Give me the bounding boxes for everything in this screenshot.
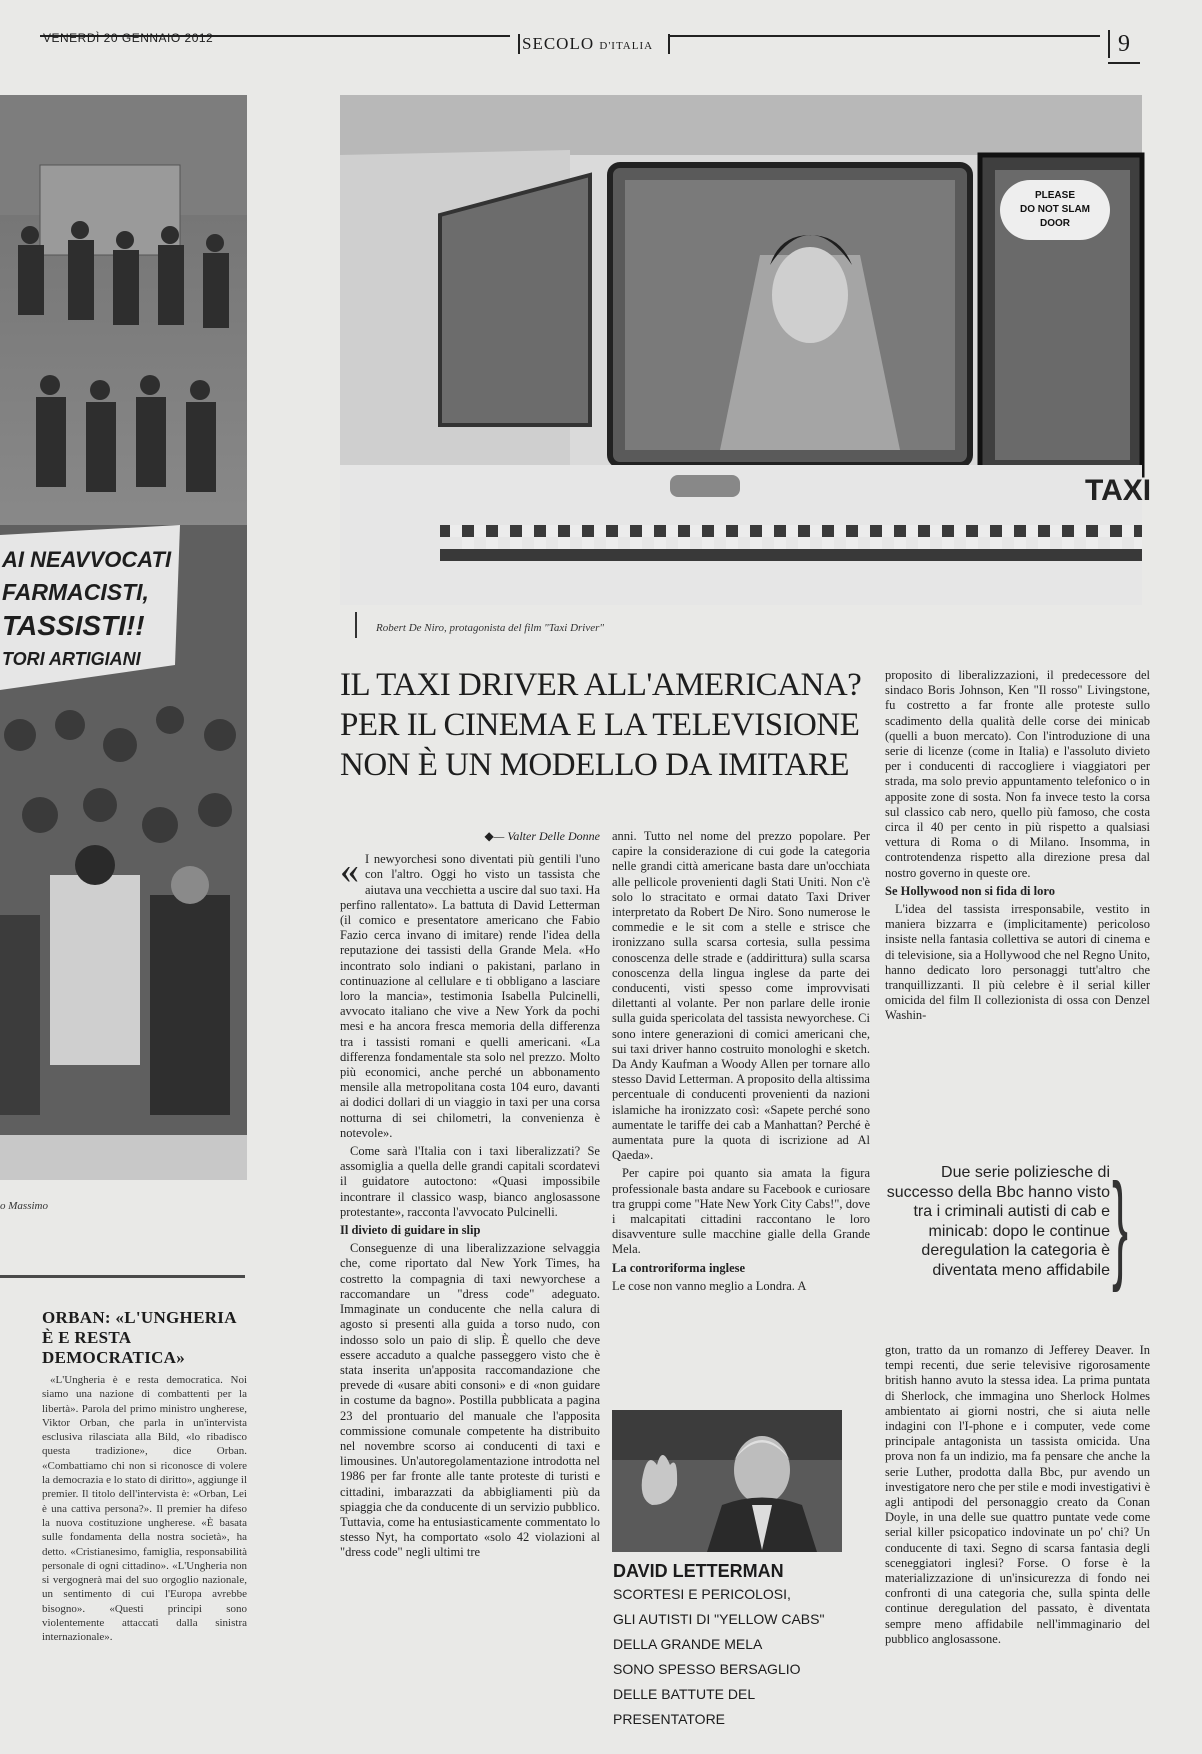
article-col1-p1: I newyorchesi sono diventati più gentili l'uno con l'altro. Oggi ho visto un tassista che aiutava una vecchietta a uscire dal suo taxi. Ha perfino rallentato». La battuta di David Letterman (il comico e presentatore americano che Fabio Fazio cerca invano di imitare) rende l'idea della reputazione dei tassisti della Grande Mela. «Ho incontrato solo indiani o pakistani, parlano in continuazione al cellulare e ti obbligano a lasciare loro la mancia», testimonia Isabella Pulcinelli, avvocato italiano che vive a New York da pochi mesi e ha ancora fresca memoria della differenza tra i tassisti romani e quelli americani. «La differenza fondamentale sta solo nel prezzo. Molto più economici, anche perché un abbonamento mensile alla metropolitana costa 104 euro, davanti ai dodici dollari di un viaggio in taxi per una corsa notturna di sei chilometri, la convenienza è notevole». — [340, 852, 600, 1140]
letterman-line-1: SCORTESI E PERICOLOSI, — [613, 1586, 791, 1602]
taxi-driver-photo-svg — [340, 95, 1152, 605]
subhead-hollywood: Se Hollywood non si fida di loro — [885, 883, 1055, 898]
subhead-inglese: La controriforma inglese — [612, 1260, 746, 1275]
article-col2-p1: anni. Tutto nel nome del prezzo popolare. Per capire la considerazione di cui gode la categoria nelle grandi città americane basta dare un'occhiata alle pellicole provenienti dagli Stati Uniti. Non c'è solo lo stracitato e ormai datato Taxi Driver interpretato da Robert De Niro. Sono numerose le commedie e le sit com a stelle e strisce che ironizzano sulla scarsa cortesia, sulla pessima conoscenza delle strade e (addirittura) sulla scarsa conoscenza della lingua inglese da parte dei conducenti, visti spesso come improvvisati dilettanti al volante. Per non parlare delle ironie sulla guida spericolata del tassista newyorchese. Ci sono intere generazioni di comici americani che, sui taxi driver hanno costruito monologhi e sketch. Da Andy Kaufman a Woody Allen per tornare allo stesso David Letterman. A proposito della altissima percentuale di conducenti provenienti da nazioni islamiche ha ironizzato così: «Sapete perché sono aumentate le tariffe dei cab a Manhattan? Perché è aumentata pure la quota di iscrizione ad Al Qaeda». — [612, 829, 870, 1163]
article-col3-p1: proposito di liberalizzazioni, il predecessore del sindaco Boris Johnson, Ken "Il rosso" Livingstone, fu costretto a far fronte alle proteste sullo scadimento della qualità delle corse dei minicab (quelli a buon mercato). Con l'introduzione di una serie di licenze (come in Italia) e l'assoluto divieto per i conducenti di raccogliere i viaggiatori per strada, ma solo previo appuntamento telefonico o in apposite zone di sosta. Non fa invece testo la corsa sul classico cab nero, quello più famoso, che costa circa il 40 per cento in più rispetto a qualsiasi vettura di Roma o di Milano. Insomma, in controtendenza rispetto alla direzione presa dal nostro governo in queste ore. — [885, 668, 1150, 880]
letterman-caption — [613, 1560, 841, 1732]
article-col3c-p1: gton, tratto da un romanzo di Jefferey Deaver. In tempi recenti, due serie televisive rigorosamente british hanno avuto la stessa idea. La prima puntata di Sherlock, che immagina uno Sherlock Holmes ambientato ai giorni nostri, che si aiuta nelle indagini con l'I-phone e i computer, vede come principale antagonista un tassista omicida. Una prova non fa un indizio, ma fa pensare che anche la serie Luther, prodotta dalla Bbc, pur avendo un investigatore nero che per stile e modi investigativi è agli antipodi del personaggio creato da Conan Doyle, in una delle sue quattro puntate vede come serial killer psicopatico indovinate un po' chi? Un conducente di taxi. Segno di scarsa fantasia degli sceneggiatori inglesi? Forse. O forse è la materializzazione di un'insicurezza di fondo nei confronti di una categoria che, sulla spinta delle continue deregulation del passato, è diventata sempre meno affidabile nell'immaginario del pubblico anglosassone. — [885, 1343, 1150, 1646]
quote-mark-icon: « — [340, 850, 359, 893]
letterman-line-5: DELLE BATTUTE DEL PRESENTATORE — [613, 1686, 755, 1727]
article-byline: ◆— Valter Delle Donne — [484, 829, 600, 843]
protest-photo-credit: o Massimo — [0, 1200, 48, 1212]
header-rule-right — [670, 35, 1100, 37]
article-column-3 — [885, 668, 1150, 1027]
page-number: 9 — [1108, 30, 1130, 58]
sidebar-top-rule — [0, 1275, 245, 1278]
main-photo-caption: Robert De Niro, protagonista del film "Taxi Driver" — [376, 622, 605, 634]
masthead-bar-left — [518, 34, 520, 54]
subhead-slip: Il divieto di guidare in slip — [340, 1223, 481, 1238]
article-headline: IL TAXI DRIVER ALL'AMERICANA? PER IL CINEMA E LA TELEVISIONE NON È UN MODELLO DA IMITARE — [340, 667, 862, 783]
article-col3b-p1: L'idea del tassista irresponsabile, vestito in maniera bizzarra e (implicitamente) pericoloso insiste nella fantasia collettiva se autori di cinema e di televisione, sia a Hollywood che nel Regno Unito, hanno dedicato loro personaggi tutt'altro che tranquillizzanti. Il più celebre è il serial killer omicida del film Il collezionista di ossa con Denzel Washin- — [885, 902, 1150, 1023]
sign-line-3: DOOR — [1040, 218, 1070, 229]
sidebar-text-column — [42, 1373, 247, 1645]
article-column-2 — [612, 829, 870, 1297]
letterman-line-3: DELLA GRANDE MELA — [613, 1636, 763, 1652]
letterman-line-2: GLI AUTISTI DI "YELLOW CABS" — [613, 1611, 825, 1627]
sidebar-title: ORBAN: «L'UNGHERIA È E RESTA DEMOCRATICA» — [42, 1308, 236, 1367]
taxi-driver-photo — [340, 95, 1152, 605]
masthead-main: SECOLO — [522, 34, 595, 53]
caption-rule — [355, 612, 357, 638]
article-col1-p2: Come sarà l'Italia con i taxi liberalizzati? Se assomiglia a quella delle grandi capitali scordatevi il guidatore autoctono: «Quasi impossibile incontrare il classico wasp, bianco anglosassone protestante», racconta l'avvocato Pulcinelli. — [340, 1144, 600, 1219]
letterman-photo — [612, 1410, 842, 1552]
protest-photo-svg — [0, 95, 247, 1180]
letterman-photo-svg — [612, 1410, 842, 1552]
article-column-3-continued — [885, 1343, 1150, 1650]
sign-line-1: PLEASE — [1034, 190, 1076, 201]
banner-line-4: TORI ARTIGIANI — [2, 649, 141, 669]
byline-text: Valter Delle Donne — [507, 829, 600, 843]
sidebar-text: «L'Ungheria è e resta democratica. Noi siamo una nazione di combattenti per la libertà». Parola del primo ministro ungherese, Viktor Orban, che parla in un'intervista esclusiva rilasciata alla Bild, «lo ribadisco questa tradizione», dice Orban. «Combattiamo chi non si riconosce di volere la democrazia e lo stato di diritto», aggiunge il premier. Il titolo dell'intervista è: «Orban, Lei è una cattiva persona?». Il premier ha difeso la nuova costituzione ungherese. «È basata sulle fondamenta della nostra società», ha detto. «Cristianesimo, famiglia, responsabilità personale di ogni cittadino». «L'Ungheria non si vergognerà mai del suo orgoglio nazionale, un sentimento di cui l'Europa avrebbe bisogno». «Questi principi sono violentemente attaccati dalla sinistra internazionale». — [42, 1374, 247, 1644]
taxi-text: TAXI — [1085, 474, 1152, 507]
protest-photo — [0, 95, 247, 1180]
masthead — [522, 34, 653, 54]
pull-quote: Due serie poliziesche di successo della Bbc hanno visto tra i criminali autisti di cab e minicab: dopo le continue deregulation la categoria è diventata meno affidabile — [886, 1164, 1110, 1279]
article-col2b: Le cose non vanno meglio a Londra. A — [612, 1278, 807, 1293]
page-number-underline — [1108, 62, 1140, 64]
header-date: VENERDÌ 20 GENNAIO 2012 — [43, 31, 214, 45]
sign-line-2: DO NOT SLAM — [1020, 204, 1090, 215]
article-lead — [340, 852, 600, 1141]
banner-line-3: TASSISTI!! — [2, 610, 145, 641]
brace-icon: } — [1112, 1159, 1129, 1293]
article-column-1 — [340, 829, 600, 1564]
banner-line-1: AI NEAVVOCATI — [2, 547, 172, 572]
masthead-small: D'ITALIA — [599, 40, 654, 52]
article-col2-p2: Per capire poi quanto sia amata la figura professionale basta andare su Facebook e curiosare tra gruppi come "Hate New York City Cabs!", dove i malcapitati cittadini raccontano le loro disavventure sulle macchine gialle della Grande Mela. — [612, 1166, 870, 1257]
letterman-line-4: SONO SPESSO BERSAGLIO — [613, 1661, 801, 1677]
letterman-name: DAVID LETTERMAN — [613, 1561, 784, 1581]
banner-line-2: FARMACISTI, — [2, 579, 149, 605]
masthead-bar-right — [668, 34, 670, 54]
article-col1b-p1: Conseguenze di una liberalizzazione selvaggia che, come riportato dal New York Times, ha costretto la compagnia di taxi newyorchese a raccomandare un "dress code" adeguato. Immaginate un conducente che nella calura di agosto si presenti alla guida a torso nudo, con indosso solo un paio di slip. È quello che deve essere accaduto a qualche passeggero visto che è stata inserita un'apposita raccomandazione che prevede di «usare abiti consoni» e di «non guidare in costume da bagno». Postilla pubblicata a pagina 23 del prontuario del manuale che l'apposita commissione comunale competente ha distribuito nel novembre scorso ai conducenti di taxi e limousines. Un'autoregolamentazione introdotta nel 1986 per far fronte alle tante proteste di turisti e cittadini, imbarazzati da abbigliamenti più da spiaggia che da conducente di un servizio pubblico. Tuttavia, come ha entusiasticamente commentato lo stesso Nyt, ha comportato «solo 42 violazioni al "dress code" negli ultimi tre — [340, 1241, 600, 1560]
